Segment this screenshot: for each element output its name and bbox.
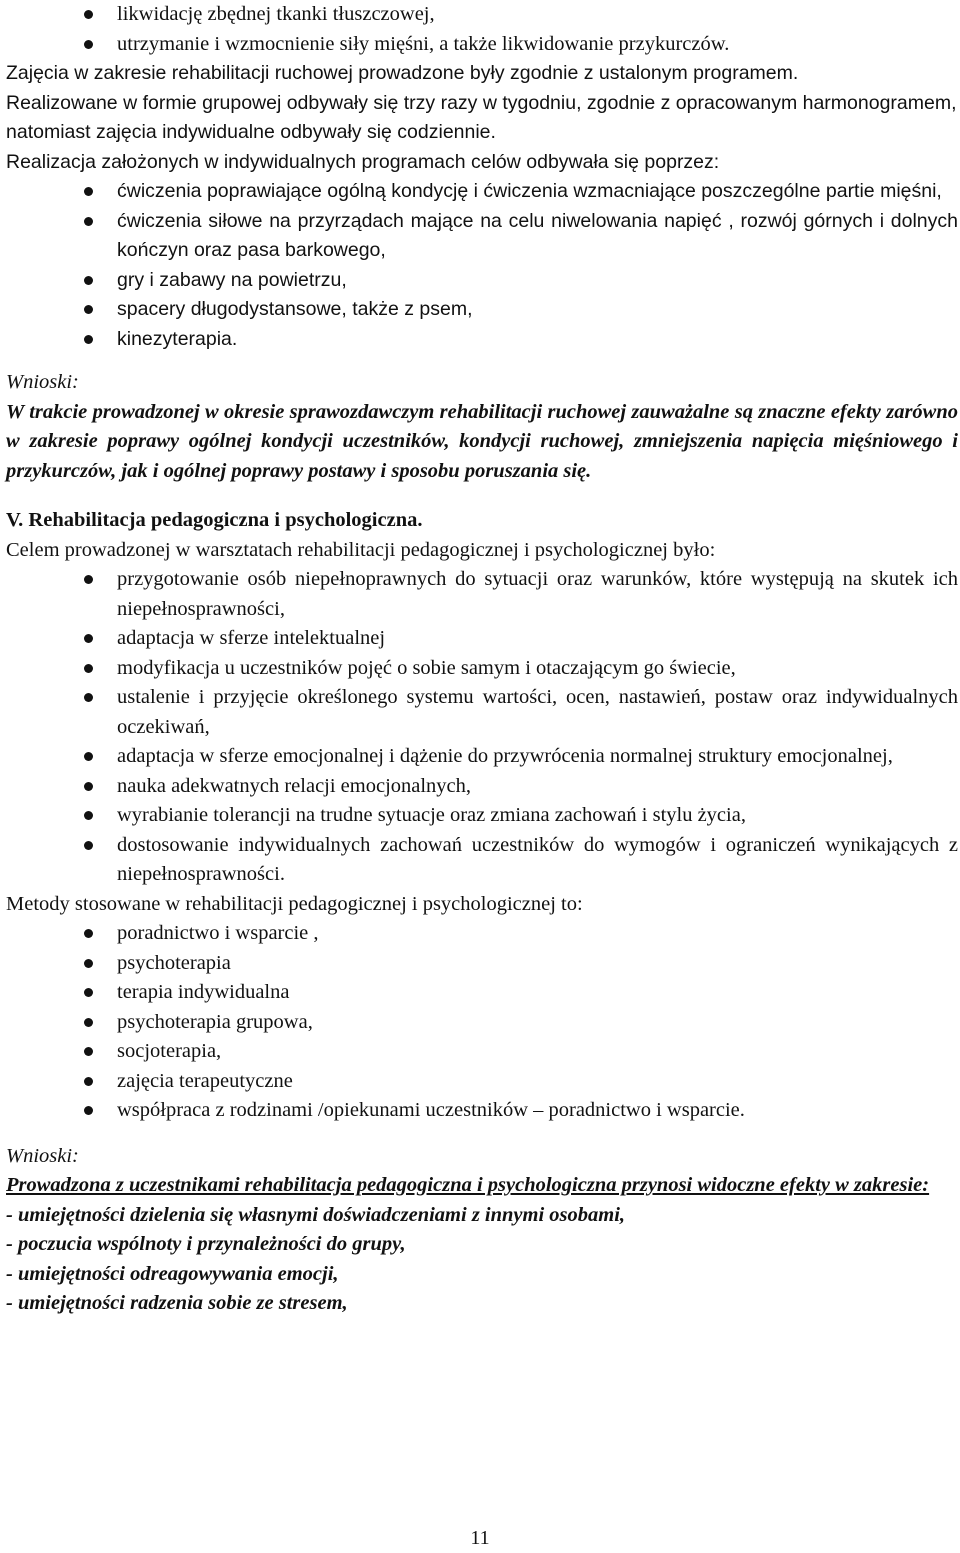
bullet-icon <box>84 1018 93 1027</box>
bullet-icon <box>84 305 93 314</box>
list-item: poradnictwo i wsparcie , <box>6 919 958 949</box>
bullet-icon <box>84 335 93 344</box>
bullet-icon <box>84 782 93 791</box>
document-page <box>6 0 958 1319</box>
list-item: utrzymanie i wzmocnienie siły mięśni, a także likwidowanie przykurczów. <box>6 30 958 60</box>
conclusions-text: Prowadzona z uczestnikami rehabilitacja pedagogiczna i psychologiczna przynosi widoczne efekty w zakresie: <box>6 1174 930 1196</box>
paragraph-goal: Celem prowadzonej w warsztatach rehabilitacji pedagogicznej i psychologicznej było: <box>6 538 716 561</box>
list-item: ćwiczenia poprawiające ogólną kondycję i ćwiczenia wzmacniające poszczególne partie mięśni, <box>6 177 958 207</box>
list-item: zajęcia terapeutyczne <box>6 1067 958 1097</box>
conclusions-item: - umiejętności radzenia sobie ze stresem, <box>6 1292 348 1314</box>
list-item: spacery długodystansowe, także z psem, <box>6 295 958 325</box>
conclusions-item: - poczucia wspólnoty i przynależności do grupy, <box>6 1233 406 1255</box>
bullet-icon <box>84 40 93 49</box>
conclusions-item: - umiejętności odreagowywania emocji, <box>6 1262 339 1285</box>
rehab-goals-list <box>6 0 958 59</box>
list-item: ustalenie i przyjęcie określonego systemu wartości, ocen, nastawień, postaw oraz indywidualnych oczekiwań, <box>6 683 958 742</box>
bullet-icon <box>84 988 93 997</box>
conclusions-heading: Wnioski: <box>6 371 79 393</box>
list-item: wyrabianie tolerancji na trudne sytuacje oraz zmiana zachowań i stylu życia, <box>6 801 958 831</box>
bullet-icon <box>84 217 93 226</box>
paragraph-methods: Metody stosowane w rehabilitacji pedagogicznej i psychologicznej to: <box>6 892 583 915</box>
bullet-icon <box>84 575 93 584</box>
bullet-icon <box>84 10 93 19</box>
bullet-icon <box>84 841 93 850</box>
list-item: modyfikacja u uczestników pojęć o sobie samym i otaczającym go świecie, <box>6 654 958 684</box>
bullet-icon <box>84 634 93 643</box>
section-title: V. Rehabilitacja pedagogiczna i psychologiczna. <box>6 509 423 531</box>
paragraph-program: Zajęcia w zakresie rehabilitacji ruchowej prowadzone były zgodnie z ustalonym programem. <box>6 62 799 84</box>
bullet-icon <box>84 1047 93 1056</box>
bullet-icon <box>84 811 93 820</box>
bullet-icon <box>84 693 93 702</box>
conclusions-text: W trakcie prowadzonej w okresie sprawozdawczym rehabilitacji ruchowej zauważalne są znaczne efekty zarówno w zakresie poprawy ogólnej kondycji uczestników, kondycji ruchowej, zmniejszenia napięcia mięśniowego i przykurczów, jak i ogólnej poprawy postawy i sposobu poruszania się. <box>6 400 958 482</box>
list-item: adaptacja w sferze intelektualnej <box>6 624 958 654</box>
page-number: 11 <box>470 1527 490 1549</box>
bullet-icon <box>84 276 93 285</box>
bullet-icon <box>84 929 93 938</box>
list-item: adaptacja w sferze emocjonalnej i dążenie do przywrócenia normalnej struktury emocjonalnej, <box>6 742 958 772</box>
exercise-list <box>6 177 958 354</box>
list-item: psychoterapia grupowa, <box>6 1008 958 1038</box>
bullet-icon <box>84 752 93 761</box>
goals-list <box>6 565 958 890</box>
list-item: nauka adekwatnych relacji emocjonalnych, <box>6 772 958 802</box>
spacer <box>6 354 958 368</box>
paragraph-schedule: Realizowane w formie grupowej odbywały się trzy razy w tygodniu, zgodnie z opracowanym harmonogramem, natomiast zajęcia indywidualne odbywały się codziennie. <box>6 91 957 143</box>
spacer <box>6 486 958 506</box>
conclusions-heading: Wnioski: <box>6 1144 79 1167</box>
bullet-icon <box>84 664 93 673</box>
list-item: ćwiczenia siłowe na przyrządach mające na celu niwelowania napięć , rozwój górnych i dolnych kończyn oraz pasa barkowego, <box>6 207 958 266</box>
bullet-icon <box>84 1077 93 1086</box>
list-item: terapia indywidualna <box>6 978 958 1008</box>
list-item: socjoterapia, <box>6 1037 958 1067</box>
paragraph-implementation: Realizacja założonych w indywidualnych programach celów odbywała się poprzez: <box>6 150 720 173</box>
list-item: kinezyterapia. <box>6 325 958 355</box>
bullet-icon <box>84 187 93 196</box>
methods-list <box>6 919 958 1126</box>
list-item: likwidację zbędnej tkanki tłuszczowej, <box>6 0 958 30</box>
conclusions-item: - umiejętności dzielenia się własnymi doświadczeniami z innymi osobami, <box>6 1203 626 1226</box>
bullet-icon <box>84 1106 93 1115</box>
list-item: przygotowanie osób niepełnoprawnych do sytuacji oraz warunków, które występują na skutek ich niepełnosprawności, <box>6 565 958 624</box>
list-item: dostosowanie indywidualnych zachowań uczestników do wymogów i ograniczeń wynikających z niepełnosprawności. <box>6 831 958 890</box>
list-item: współpraca z rodzinami /opiekunami uczestników – poradnictwo i wsparcie. <box>6 1096 958 1126</box>
list-item: psychoterapia <box>6 949 958 979</box>
list-item: gry i zabawy na powietrzu, <box>6 266 958 296</box>
bullet-icon <box>84 959 93 968</box>
spacer <box>6 1126 958 1142</box>
